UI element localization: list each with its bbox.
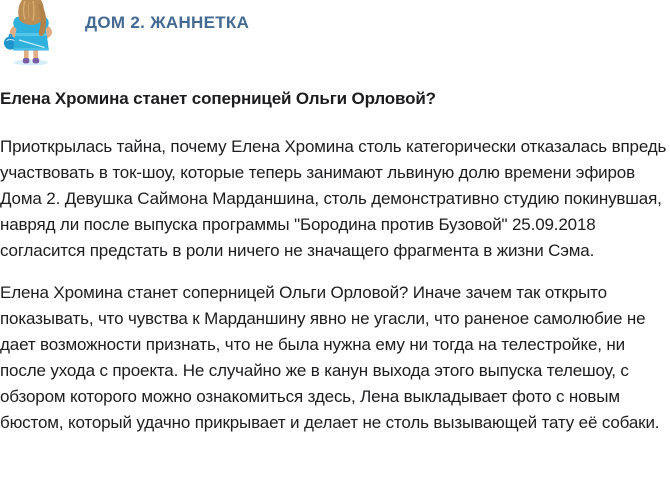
post-paragraph-1: Приоткрылась тайна, почему Елена Хромина столь категорически отказалась впредь участвовать в ток-шоу, которые теперь занимают львиную долю времени эфиров Дома 2. Девушка Саймона Марданшина, столь демонстративно студию покинувшая, навряд ли после выпуска программы "Бородина против Бузовой" 25.09.2018 согласится предстать в роли ничего не значащего фрагмента в жизни Сэма. bbox=[0, 137, 667, 260]
post-paragraph-2: Елена Хромина станет соперницей Ольги Орловой? Иначе зачем так открыто показывать, что чувства к Марданшину явно не угасли, что раненое самолюбие не дает возможности признать, что не была нужна ему ни тогда на телестройке, ни после ухода с проекта. Не случайно же в канун выхода этого выпуска телешоу, с обзором которого можно ознакомиться здесь, Лена выкладывает фото с новым бюстом, который удачно прикрывает и делает не столь вызывающей тату её собаки. bbox=[0, 283, 660, 432]
post-body bbox=[0, 86, 670, 436]
post-header bbox=[0, 0, 670, 66]
community-title-link[interactable]: ДОМ 2. ЖАННЕТКА bbox=[85, 13, 250, 32]
woman-in-blue-dress-avatar bbox=[0, 0, 62, 66]
post-lead: Елена Хромина станет соперницей Ольги Орловой? bbox=[0, 89, 436, 108]
community-avatar-link[interactable] bbox=[0, 0, 62, 66]
